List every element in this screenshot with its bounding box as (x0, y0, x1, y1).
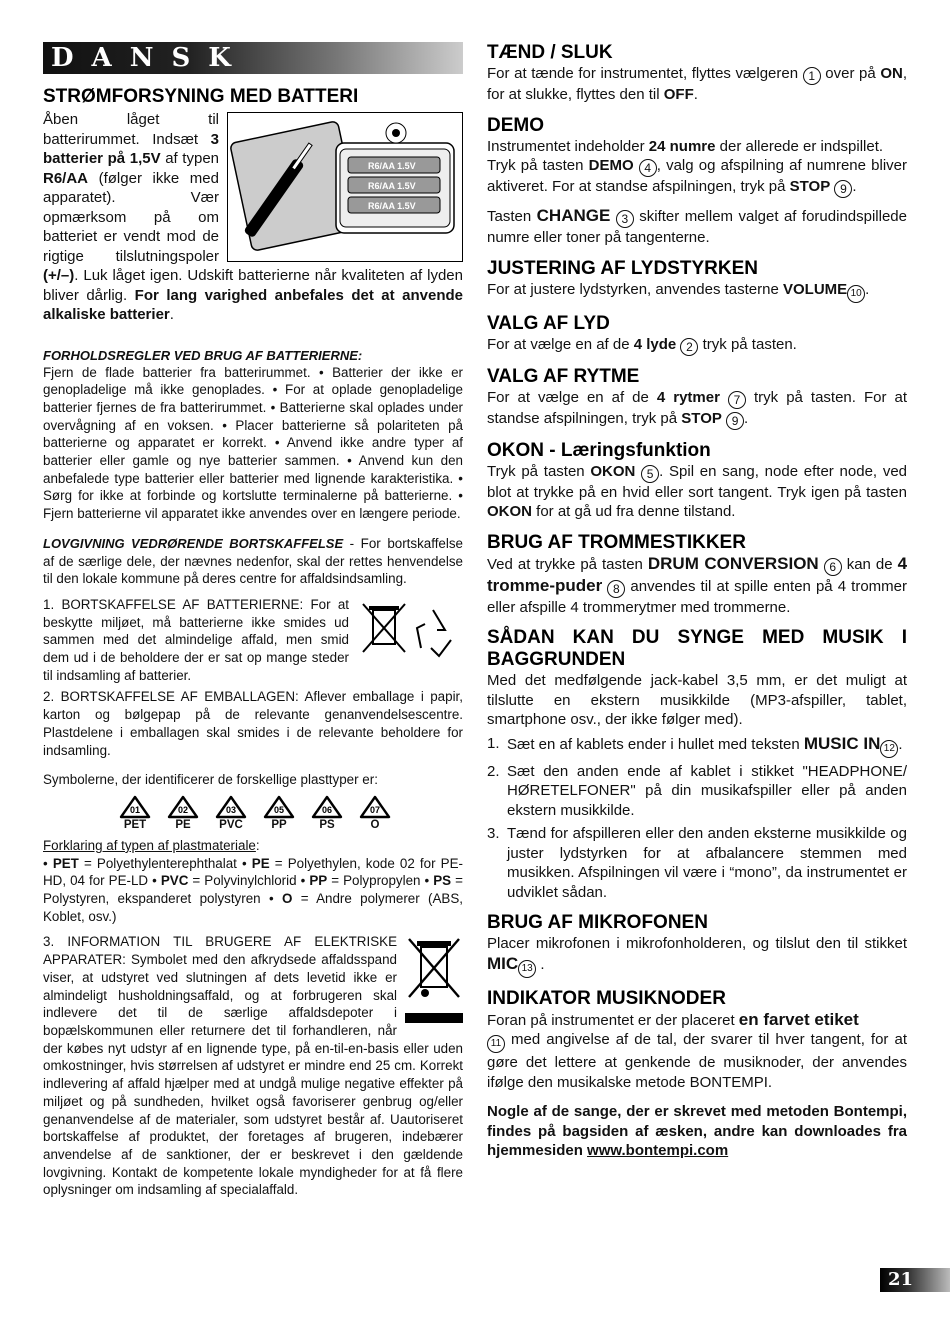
svg-text:07: 07 (369, 804, 381, 815)
sing-heading: SÅDAN KAN DU SYNGE MED MUSIK I BAGGRUNDEN (487, 627, 907, 670)
plastic-label: PP (271, 818, 287, 831)
sing-step: 3. Tænd for afspilleren eller den anden eksterne musikkilde og juster lydstyrken for at afbalancere stemmen med musikken. Afspilningen vil være i “mono”, da instrumentet er udviklet sådan. (487, 825, 907, 901)
sound-text: For at vælge en af de 4 lyde 2 tryk på tasten. (487, 335, 797, 354)
svg-text:R6/AA 1.5V: R6/AA 1.5V (368, 161, 416, 171)
plastic-symbol (117, 795, 153, 831)
weee-bar (405, 1013, 463, 1023)
right-column (487, 42, 907, 1161)
sing-step: 2. Sæt den anden ende af kablet i stikket "HEADPHONE/ HØRETELFONER" på din musikafspiller eller på anden ekstern musikkilde. (487, 762, 907, 819)
svg-text:06: 06 (321, 804, 333, 815)
plastic-symbol (261, 795, 297, 831)
sound-heading: VALG AF LYD (487, 312, 610, 334)
change-text: Tasten CHANGE 3 skifter mellem valget af forudindspillede numre eller toner på tangenterne. (487, 206, 907, 246)
plastic-label: PET (123, 818, 147, 831)
okon-text: Tryk på tasten OKON 5 . Spil en sang, node efter node, ved blot at trykke på en hvid eller sort tangent. Tryk igen på tasten OKON for at gå ud fra denne tilstand. (487, 462, 908, 520)
language-banner: DANSK (43, 42, 463, 74)
plastic-label: PE (175, 818, 191, 831)
plastic-label: O (370, 818, 380, 831)
rhythm-heading: VALG AF RYTME (487, 365, 640, 387)
weee-symbol (405, 935, 463, 1023)
svg-text:02: 02 (177, 804, 189, 815)
battery-cell (348, 197, 440, 213)
battery-heading: STRØMFORSYNING MED BATTERI (43, 86, 359, 107)
plastic-explanation: • PET = Polyethylenterephthalat • PE = Polyethylen, kode 02 for PE-HD, 04 for PE-LD • PVC = Polyvinylchlorid • PP = Polypropylen • PS = Polystyren, ekspanderet polystyren • O = Andre polymerer (ABS, Koblet, osv.) (43, 855, 463, 924)
recycle-triangle-icon (262, 795, 296, 819)
mic-heading: BRUG AF MIKROFONEN (487, 912, 708, 933)
mic-text: Placer mikrofonen i mikrofonholderen, og tilslut den til stikket MIC 13 . (487, 934, 907, 978)
demo-text: Instrumentet indeholder 24 numre der allerede er indspillet. Tryk på tasten DEMO 4 , valg og afspilning af numrene bliver aktiveret. For at standse afspilningen, tryk på STOP 9 . (487, 137, 907, 196)
demo-heading: DEMO (487, 114, 544, 136)
indicator-heading: INDIKATOR MUSIKNODER (487, 987, 726, 1009)
svg-text:01: 01 (129, 804, 141, 815)
sing-intro: Med det medfølgende jack-kabel 3,5 mm, er det muligt at tilslutte en ekstern musikkilde (MP3-afspiller, tablet, smartphone osv., der ikke følger med). (487, 672, 907, 728)
left-column (43, 42, 463, 1199)
plastic-symbol (213, 795, 249, 831)
onoff-heading: TÆND / SLUK (487, 42, 613, 63)
final-note: Nogle af de sange, der er skrevet med metoden Bontempi, findes på bagsiden af æsken, andre kan downloades fra hjemmesiden www.bontempi.com (487, 1103, 907, 1159)
drum-text: Ved at trykke på tasten DRUM CONVERSION 6 kan de 4 tromme-puder 8 anvendes til at spille enten på 4 trommer eller afspille 4 trommerytmer med trommerne. (487, 553, 908, 616)
rhythm-text: For at vælge en af de 4 rytmer 7 tryk på tasten. For at standse afspilningen, tryk på STOP 9 . (487, 388, 907, 428)
website-link[interactable]: www.bontempi.com (587, 1142, 729, 1159)
recycling-symbols (355, 600, 463, 660)
volume-heading: JUSTERING AF LYDSTYRKEN (487, 257, 758, 279)
sing-step: 1. Sæt en af kablets ender i hullet med teksten MUSIC IN 12 . (487, 734, 907, 758)
battery-cell (348, 177, 440, 193)
svg-text:05: 05 (273, 804, 285, 815)
plastic-symbols-row (43, 795, 463, 831)
svg-text:R6/AA 1.5V: R6/AA 1.5V (368, 181, 416, 191)
precautions-text: Fjern de flade batterier fra batterirummet. • Batterier der ikke er genopladelige må ikke genoplades. • For at oplade genopladelige batterier fjernes de fra batterirummet. • Batterierne skal oplades under overvågning af en voksen. • Placer batterierne så polariteten på batterierne og apparatet er korrekt. • Anvend ikke andre typer af batterier eller gamle og nye batterier sammen. • Anvend kun den anbefalede type batterier eller batterier med lignende karakteristika. • Sørg for ikke at forbinde og kortslutte terminalerne på batterierne. • Fjern batterierne vil apparatet ikke anvendes over en længere periode. (43, 364, 463, 522)
weee-text: 3. INFORMATION TIL BRUGERE AF ELEKTRISKE APPARATER: Symbolet med den afkrydsede affaldsspand viser, at udstyret ved slutningen af dets levetid ikke er almindeligt husholdningsaffald, og at forbrugeren skal indlevere det til de særlige affaldsdepoter i bopælskommunen eller returnere det til forhandleren, når der købes nyt udstyr af en lignende type, på en-til-en-basis eller uden omkostninger, hvis størrelsen af udstyret er mindre end 25 cm. Korrekt indlevering af affald hjælper med at undgå mulige negative effekter på miljøet og på sundheden, hvilket også favoriserer genbrug og/eller genanvendelse af de materialer, som udstyret består af. Uautoriseret bortskaffelse af produktet, der foretages af brugeren, indebærer anvendelse af de sanktioner, der er beskrevet i den gældende lovgivning. Kontakt de kompetente lokale myndigheder for at få flere oplysninger om indsamling af specialaffald. (43, 934, 463, 1198)
disposal-batteries: 1. BORTSKAFFELSE AF BATTERIERNE: For at beskytte miljøet, må batterierne ikke smides ud sammen med det almindelige affald, men smid dem ud i de beholdere der er sat op mange steder til indsamling af batterier. (43, 596, 463, 685)
recycle-triangle-icon (166, 795, 200, 819)
drum-heading: BRUG AF TROMMESTIKKER (487, 531, 746, 553)
onoff-text: For at tænde for instrumentet, flyttes vælgeren 1 over på ON, for at slukke, flyttes den til OFF. (487, 65, 907, 103)
okon-heading: OKON - Læringsfunktion (487, 439, 711, 461)
precautions-section (43, 347, 463, 1200)
crossed-bin-icon (409, 939, 459, 997)
page-number: 21 (880, 1268, 950, 1292)
plastic-symbol (165, 795, 201, 831)
indicator-text: Foran på instrumentet er der placeret en farvet etiket 11 med angivelse af de tal, der svarer til hver tangent, for at gøre det lettere at genkende de musiknoder, der anvendes ifølge den musikalske metode BONTEMPI. (487, 1009, 907, 1091)
battery-section: R6/AA 1.5V R6/AA 1.5V R6/AA 1.5V Åben låget til batterirummet. Indsæt 3 batterier på 1,5V af typen R6/AA (følger ikke med apparatet). Vær opmærksom på om batteriet er vendt mod de rigtige tilslutningspoler (+/–). Luk låget igen. Udskift batterierne når kvaliteten af lyden bliver dårlig. For lang varighed anbefales det at anvende alkaliske batterier. (43, 111, 463, 323)
plastic-label: PVC (219, 818, 243, 831)
svg-text:03: 03 (225, 804, 237, 815)
plastic-explanation-title: Forklaring af typen af plastmateriale: (43, 837, 260, 853)
plastic-label: PS (319, 818, 335, 831)
disposal-packaging: 2. BORTSKAFFELSE AF EMBALLAGEN: Aflever emballage i papir, karton og bølgepap på de relevante genanvendelsescentre. Plastdelene i emballagen skal smides i de relevante beholdere for indsamling. (43, 689, 463, 758)
precautions-heading: FORHOLDSREGLER VED BRUG AF BATTERIERNE: (43, 347, 363, 363)
battery-compartment-illustration (227, 112, 463, 262)
disposal-intro: LOVGIVNING VEDRØRENDE BORTSKAFFELSE - For bortskaffelse af de særlige dele, der nævnes nedenfor, skal der rettes henvendelse til den lokale kommune på deres centre for affaldsindsamling. (43, 535, 463, 587)
plastic-symbol (357, 795, 393, 831)
crossed-bin-icon (363, 604, 405, 652)
battery-cell (348, 157, 440, 173)
plastic-symbols-text: Symbolerne, der identificerer de forskellige plasttyper er: (43, 772, 378, 788)
recycle-triangle-icon (358, 795, 392, 819)
volume-text: For at justere lydstyrken, anvendes tasterne VOLUME 10 . (487, 280, 907, 303)
svg-text:R6/AA 1.5V: R6/AA 1.5V (368, 201, 416, 211)
recycle-icon (417, 610, 451, 656)
recycle-triangle-icon (118, 795, 152, 819)
recycle-triangle-icon (214, 795, 248, 819)
recycle-triangle-icon (310, 795, 344, 819)
plastic-symbol (309, 795, 345, 831)
sing-steps (487, 734, 907, 903)
